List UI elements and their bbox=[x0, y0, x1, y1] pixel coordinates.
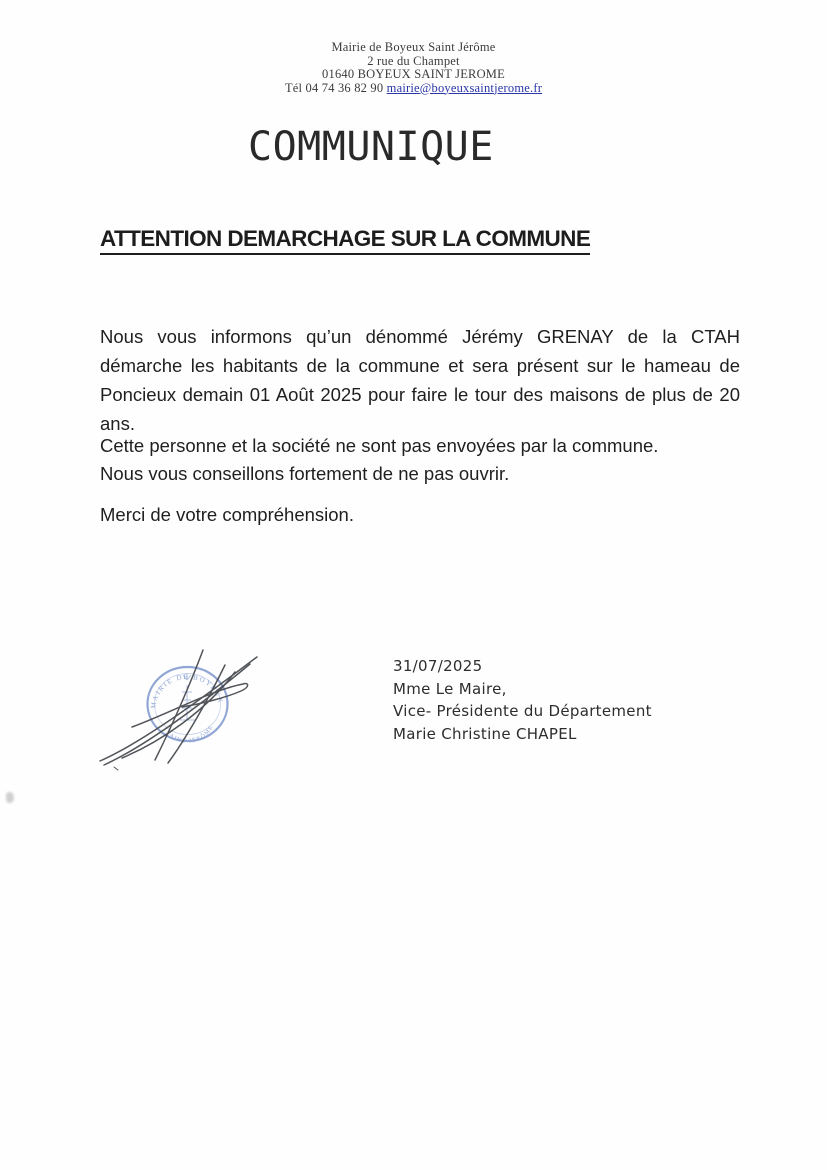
document-title: COMMUNIQUE bbox=[248, 124, 494, 170]
body-line-society: Cette personne et la société ne sont pas envoyées par la commune. bbox=[100, 435, 659, 456]
signature-date: 31/07/2025 bbox=[393, 657, 483, 675]
scan-artifact bbox=[6, 792, 14, 803]
body-line: ans. bbox=[100, 413, 135, 434]
stamp-text-top: MAIRIE DE BOYEUX bbox=[149, 672, 226, 710]
body-line-advice: Nous vous conseillons fortement de ne pas ouvrir. bbox=[100, 463, 510, 484]
signature-name: Marie Christine CHAPEL bbox=[393, 724, 577, 743]
stamp-text-bottom: SAINT JÉRÔME bbox=[164, 724, 215, 745]
letterhead-org: Mairie de Boyeux Saint Jérôme bbox=[331, 40, 496, 54]
body-line: Nous vous informons qu’un dénommé Jérémy GRENAY de la CTAH bbox=[100, 326, 740, 347]
signature-block bbox=[393, 655, 652, 745]
body-paragraph-warning bbox=[100, 432, 760, 488]
body-line: Poncieux demain 01 Août 2025 pour faire le tour des maisons de plus de 20 bbox=[100, 384, 740, 405]
letterhead-address: 2 rue du Champet bbox=[367, 53, 460, 68]
body-line-thanks: Merci de votre compréhension. bbox=[100, 504, 354, 525]
letterhead-city: 01640 BOYEUX SAINT JEROME bbox=[322, 67, 505, 81]
email-link[interactable]: mairie@boyeuxsaintjerome.fr bbox=[386, 80, 543, 95]
letterhead bbox=[0, 41, 827, 95]
body-line: démarche les habitants de la commune et sera présent sur le hameau de bbox=[100, 355, 740, 376]
attention-heading: ATTENTION DEMARCHAGE SUR LA COMMUNE bbox=[100, 226, 590, 255]
signature-title-1: Mme Le Maire, bbox=[393, 679, 507, 698]
signature-title-2: Vice- Présidente du Département bbox=[393, 702, 652, 720]
letterhead-contact bbox=[0, 82, 827, 96]
letterhead-phone: Tél 04 74 36 82 90 bbox=[284, 80, 384, 95]
stamp-and-signature bbox=[90, 630, 320, 780]
body-paragraph-main bbox=[100, 322, 740, 438]
